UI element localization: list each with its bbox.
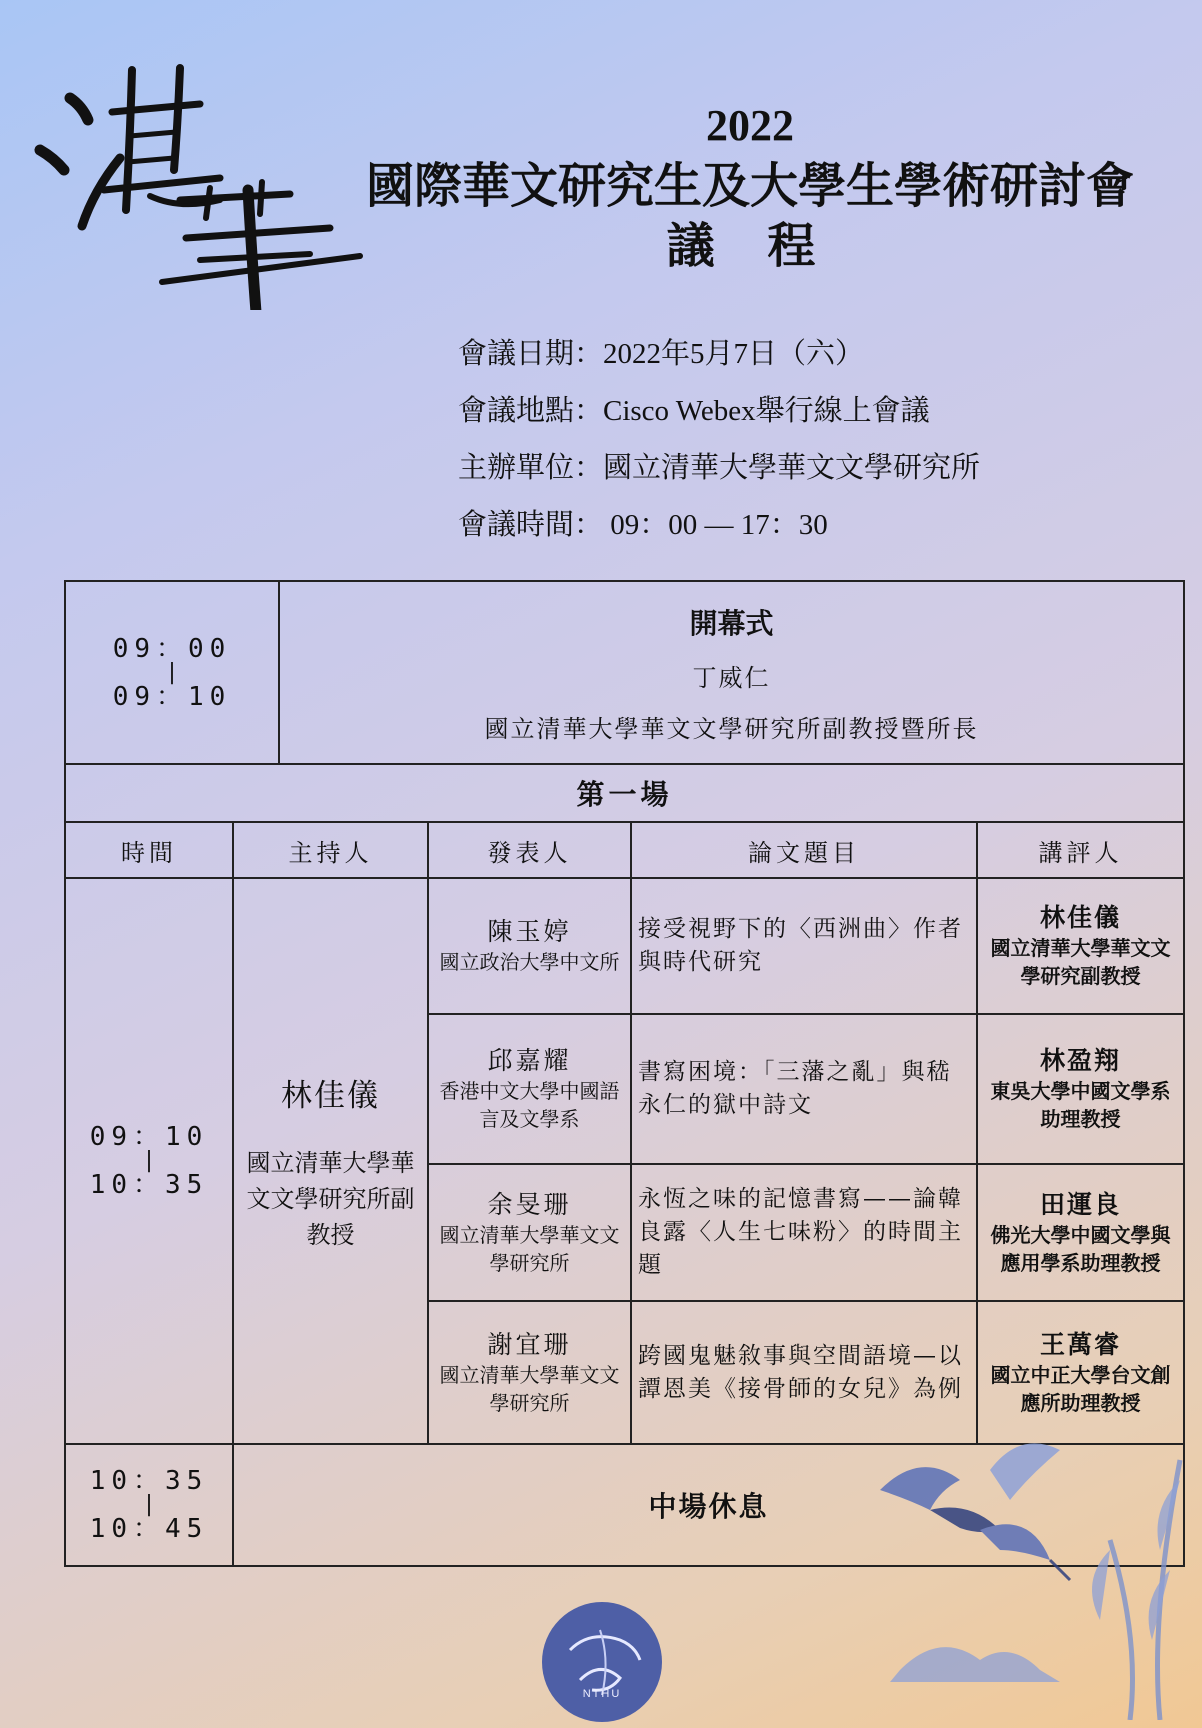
commentator-cell bbox=[977, 1164, 1184, 1301]
header-paper-title: 論文題目 bbox=[631, 822, 977, 878]
paper-title: 永恆之味的記憶書寫——論韓良露〈人生七味粉〉的時間主題 bbox=[631, 1164, 977, 1301]
presenter-cell bbox=[428, 878, 631, 1014]
presenter-affiliation: 香港中文大學中國語言及文學系 bbox=[439, 1079, 620, 1131]
paper-title: 跨國鬼魅敘事與空間語境—以譚恩美《接骨師的女兒》為例 bbox=[631, 1301, 977, 1444]
header-commentator: 講評人 bbox=[977, 822, 1184, 878]
commentator-affiliation: 國立清華大學華文文學研究副教授 bbox=[990, 936, 1171, 988]
time-start: 10：35 bbox=[89, 1466, 209, 1496]
commentator-affiliation: 東吳大學中國文學系助理教授 bbox=[990, 1079, 1171, 1131]
commentator-name: 王萬睿 bbox=[1039, 1329, 1121, 1359]
info-organizer: 主辦單位：國立清華大學華文文學研究所 bbox=[458, 452, 981, 484]
info-time: 會議時間： 09：00 — 17：30 bbox=[458, 509, 828, 541]
session-host bbox=[233, 878, 428, 1444]
presenter-affiliation: 國立清華大學華文文學研究所 bbox=[439, 1362, 620, 1415]
title-year: 2022 bbox=[706, 101, 794, 150]
break-time bbox=[65, 1444, 233, 1566]
title-block bbox=[360, 100, 1140, 276]
calligraphy-logo bbox=[30, 50, 370, 310]
time-separator: | bbox=[165, 659, 179, 685]
commentator-affiliation: 佛光大學中國文學與應用學系助理教授 bbox=[990, 1222, 1171, 1275]
session-title: 第一場 bbox=[65, 764, 1184, 822]
host-affiliation: 國立清華大學華文文學研究所副教授 bbox=[246, 1148, 415, 1249]
opening-cell bbox=[279, 581, 1184, 764]
opening-affiliation: 國立清華大學華文文學研究所副教授暨所長 bbox=[484, 714, 979, 743]
agenda-heading: 議 程 bbox=[666, 218, 834, 274]
commentator-affiliation: 國立中正大學台文創應所助理教授 bbox=[990, 1362, 1171, 1415]
commentator-name: 林佳儀 bbox=[1039, 903, 1121, 932]
conference-info bbox=[458, 334, 980, 562]
header-host: 主持人 bbox=[233, 822, 428, 878]
session-time bbox=[65, 878, 233, 1444]
break-label: 中場休息 bbox=[233, 1444, 1184, 1566]
opening-title: 開幕式 bbox=[689, 606, 774, 640]
presenter-cell bbox=[428, 1014, 631, 1164]
presenter-affiliation: 國立清華大學華文文學研究所 bbox=[439, 1222, 620, 1275]
cranes-bamboo-illustration bbox=[860, 1420, 1190, 1720]
presenter-name: 陳玉婷 bbox=[487, 917, 572, 946]
time-end: 10：45 bbox=[89, 1514, 209, 1544]
time-end: 09：10 bbox=[112, 681, 232, 712]
commentator-name: 田運良 bbox=[1039, 1189, 1121, 1219]
commentator-cell bbox=[977, 1014, 1184, 1164]
host-name: 林佳儀 bbox=[281, 1077, 380, 1114]
presenter-name: 邱嘉耀 bbox=[487, 1046, 572, 1075]
header-presenter: 發表人 bbox=[428, 822, 631, 878]
time-start: 09：00 bbox=[112, 633, 232, 664]
header-time: 時間 bbox=[65, 822, 233, 878]
opening-row bbox=[65, 581, 1184, 764]
commentator-name: 林盈翔 bbox=[1039, 1046, 1121, 1075]
conference-title: 國際華文研究生及大學生學術研討會 bbox=[365, 158, 1134, 214]
seal-text: NTHU bbox=[582, 1688, 622, 1700]
presenter-affiliation: 國立政治大學中文所 bbox=[439, 950, 620, 974]
presenter-cell bbox=[428, 1164, 631, 1301]
presenter-name: 謝宜珊 bbox=[487, 1329, 572, 1359]
presenter-name: 余旻珊 bbox=[487, 1189, 572, 1219]
time-separator: | bbox=[142, 1148, 156, 1173]
paper-title: 接受視野下的〈西洲曲〉作者與時代研究 bbox=[631, 878, 977, 1014]
nthu-seal-logo bbox=[540, 1600, 664, 1724]
session-title-row bbox=[65, 764, 1184, 822]
commentator-cell bbox=[977, 878, 1184, 1014]
time-end: 10：35 bbox=[89, 1170, 209, 1200]
info-venue: 會議地點：Cisco Webex舉行線上會議 bbox=[458, 395, 930, 427]
presenter-cell bbox=[428, 1301, 631, 1444]
time-separator: | bbox=[142, 1492, 156, 1517]
opening-speaker: 丁威仁 bbox=[692, 663, 771, 692]
paper-row bbox=[65, 878, 1184, 1014]
paper-title: 書寫困境：「三藩之亂」與嵇永仁的獄中詩文 bbox=[631, 1014, 977, 1164]
header-row bbox=[65, 822, 1184, 878]
agenda-table bbox=[64, 580, 1185, 1567]
info-date: 會議日期：2022年5月7日（六） bbox=[458, 338, 865, 370]
time-start: 09：10 bbox=[89, 1122, 209, 1152]
opening-time bbox=[65, 581, 279, 764]
